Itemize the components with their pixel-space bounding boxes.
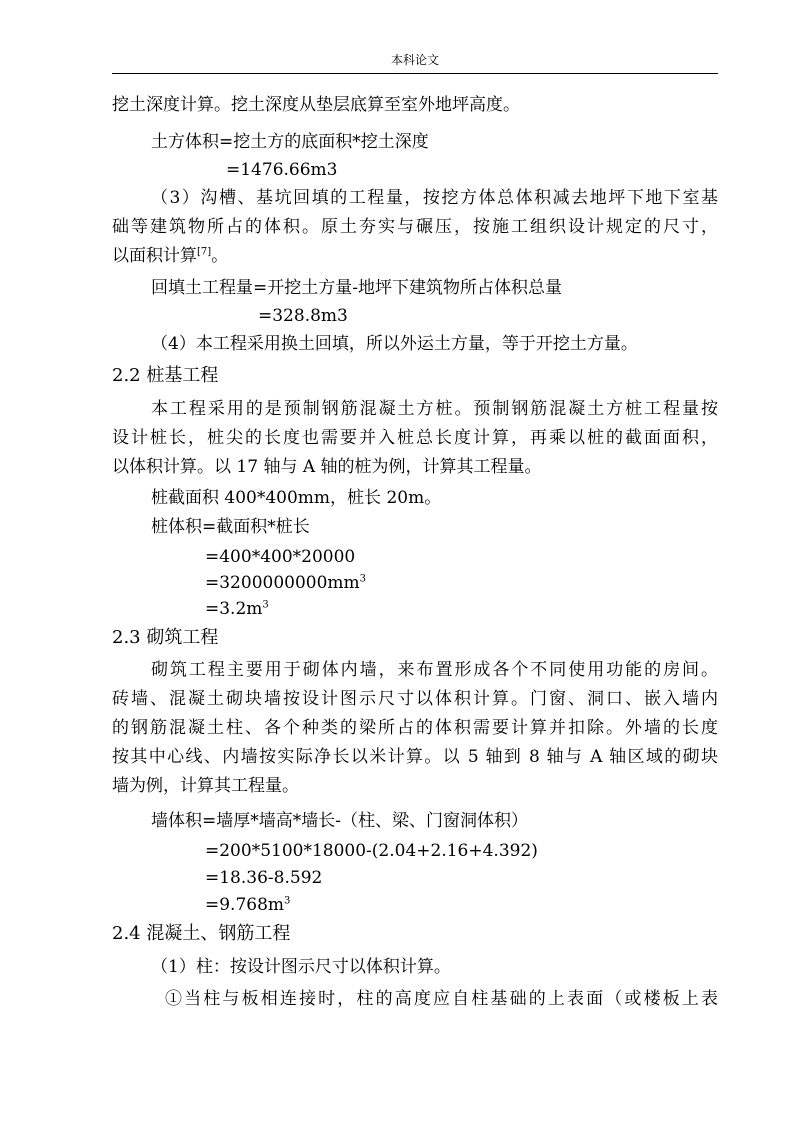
text-span: 。: [211, 246, 229, 266]
formula-result: =1476.66m3: [226, 160, 338, 180]
formula-result: [205, 598, 718, 620]
formula-result: =200*5100*18000-(2.04+2.16+4.392): [205, 841, 538, 861]
text-line: 设计桩长，桩尖的长度也需要并入桩总长度计算，再乘以桩的截面面积，: [112, 428, 718, 448]
superscript: 3: [262, 599, 269, 611]
text-line: 砖墙、混凝土砌块墙按设计图示尺寸以体积计算。门窗、洞口、嵌入墙内: [112, 689, 718, 709]
citation-ref: [7]: [197, 246, 212, 258]
text-line: （4）本工程采用换土回填，所以外运土方量，等于开挖土方量。: [151, 334, 638, 354]
section-heading-2-3: 2.3 砌筑工程: [112, 627, 219, 648]
text-line: [112, 245, 718, 267]
formula-line: 墙体积=墙厚*墙高*墙长-（柱、梁、门窗洞体积）: [151, 811, 528, 831]
formula-result: =400*400*20000: [205, 547, 356, 567]
text-span: =3200000000mm: [205, 573, 360, 593]
header-rule: [112, 73, 718, 74]
superscript: 3: [284, 895, 291, 907]
superscript: 3: [359, 573, 367, 585]
formula-result: [205, 894, 718, 916]
formula-line: 土方体积=挖土方的底面积*挖土深度: [151, 132, 429, 152]
text-line: 墙为例，计算其工程量。: [112, 776, 299, 796]
formula-line: 桩体积=截面积*桩长: [151, 517, 310, 537]
text-line: 以体积计算。以 17 轴与 A 轴的桩为例，计算其工程量。: [112, 457, 542, 477]
text-line: （3）沟槽、基坑回填的工程量，按挖方体总体积减去地坪下地下室基: [151, 188, 718, 208]
text-span: =3.2m: [205, 599, 263, 619]
page-header: 本科论文: [390, 53, 439, 67]
text-line: 础等建筑物所占的体积。原土夯实与碾压，按施工组织设计规定的尺寸，: [112, 217, 718, 237]
text-line: 桩截面积 400*400mm，桩长 20m。: [151, 488, 442, 508]
section-heading-2-2: 2.2 桩基工程: [112, 365, 219, 386]
text-line: 挖土深度计算。挖土深度从垫层底算至室外地坪高度。: [112, 95, 520, 115]
text-line: 按其中心线、内墙按实际净长以米计算。以 5 轴到 8 轴与 A 轴区域的砌块: [112, 747, 718, 767]
text-line: 本工程采用的是预制钢筋混凝土方桩。预制钢筋混凝土方桩工程量按: [151, 399, 718, 419]
text-span: 以面积计算: [112, 246, 197, 266]
formula-result: =18.36-8.592: [205, 868, 323, 888]
formula-line: 回填土工程量=开挖土方量-地坪下建筑物所占体积总量: [151, 278, 562, 298]
text-line: （1）柱：按设计图示尺寸以体积计算。: [151, 957, 451, 977]
formula-result: =328.8m3: [258, 306, 348, 326]
section-heading-2-4: 2.4 混凝土、钢筋工程: [112, 923, 291, 944]
text-line: ①当柱与板相连接时，柱的高度应自柱基础的上表面（或楼板上表: [165, 989, 718, 1009]
text-span: =9.768m: [205, 895, 285, 915]
text-line: 砌筑工程主要用于砌体内墙，来布置形成各个不同使用功能的房间。: [151, 660, 718, 680]
formula-result: [205, 572, 718, 594]
text-line: 的钢筋混凝土柱、各个种类的梁所占的体积需要计算并扣除。外墙的长度: [112, 718, 718, 738]
